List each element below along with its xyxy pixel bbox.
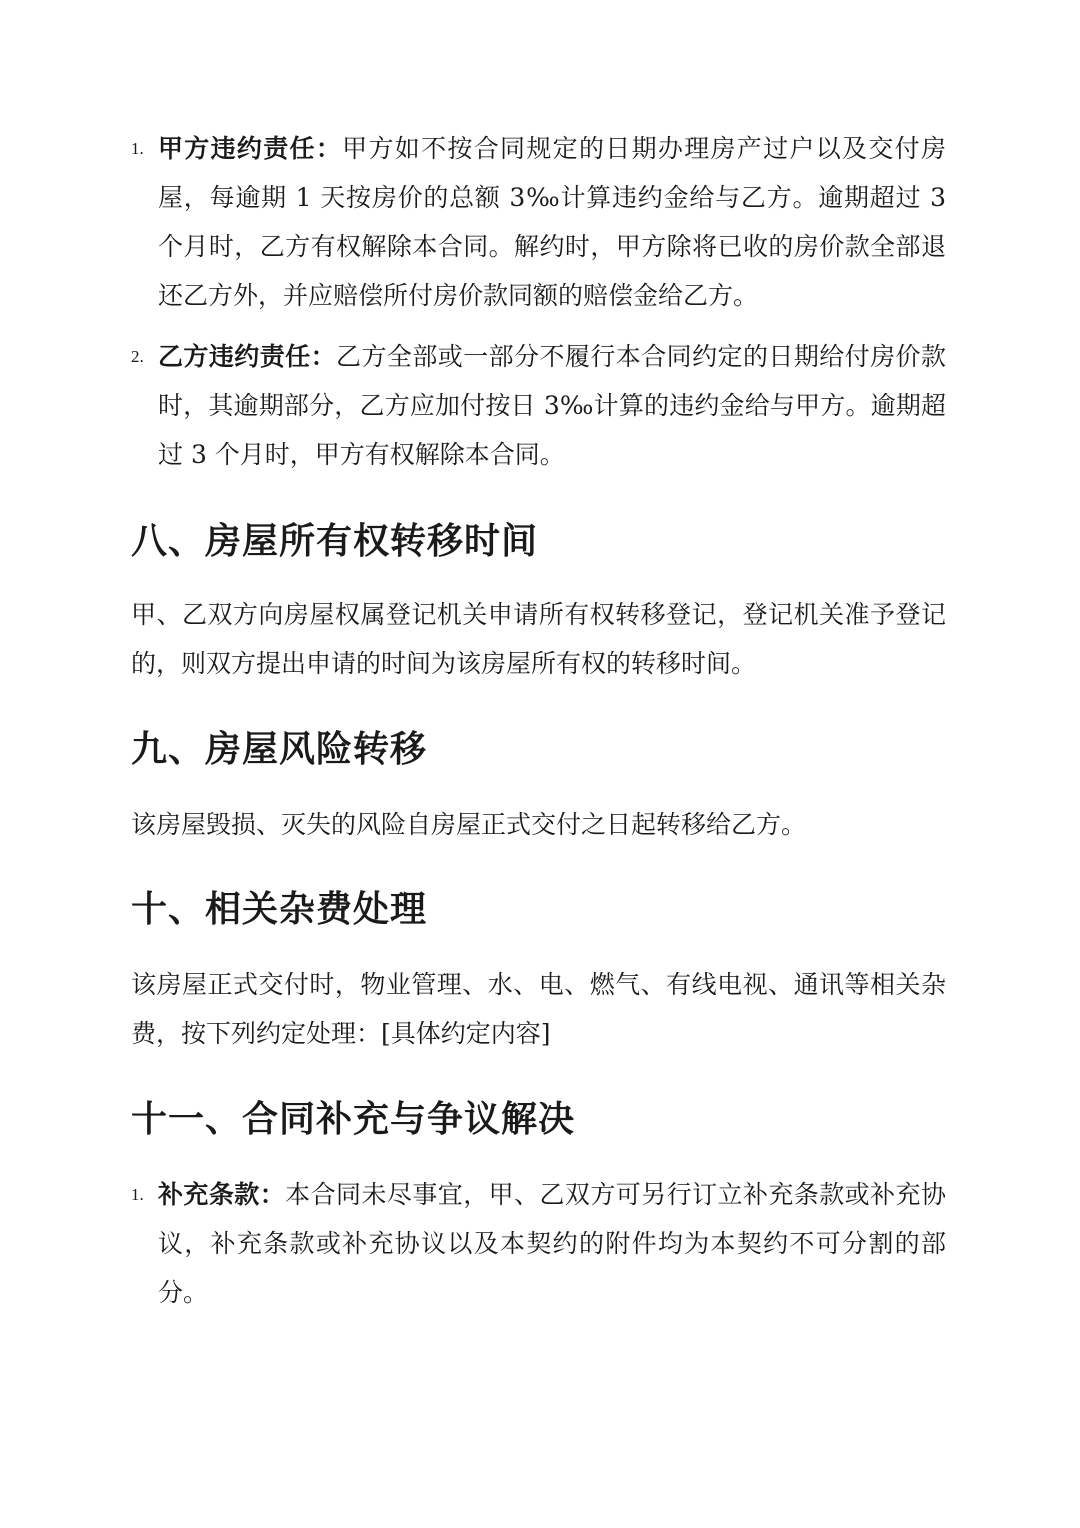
- section-paragraph-risk-transfer: 该房屋毁损、灭失的风险自房屋正式交付之日起转移给乙方。: [131, 810, 807, 839]
- section-heading-ownership-transfer: 八、房屋所有权转移时间: [131, 520, 539, 562]
- list-number: 1.: [131, 139, 144, 158]
- list-item-party-a-liability: [131, 124, 946, 320]
- list-item-text: 本合同未尽事宜，甲、乙双方可另行订立补充条款或补充协议，补充条款或补充协议以及本契约的附件均为本契约不可分割的部分。: [158, 1180, 946, 1307]
- list-number: 1.: [131, 1185, 144, 1204]
- list-item-title: 乙方违约责任：: [158, 342, 337, 371]
- list-item-supplementary-terms: [131, 1170, 946, 1317]
- section-heading-fees: 十、相关杂费处理: [131, 888, 428, 930]
- section-paragraph-fees: 该房屋正式交付时，物业管理、水、电、燃气、有线电视、通讯等相关杂费，按下列约定处理：[具体约定内容]: [131, 970, 946, 1048]
- section-paragraph-ownership-transfer: 甲、乙双方向房屋权属登记机关申请所有权转移登记，登记机关准予登记的，则双方提出申请的时间为该房屋所有权的转移时间。: [131, 600, 946, 678]
- list-item-text: 甲方如不按合同规定的日期办理房产过户以及交付房屋，每逾期 1 天按房价的总额 3‰计算违约金给与乙方。逾期超过 3 个月时，乙方有权解除本合同。解约时，甲方除将已收的房价款全部退还乙方外，并应赔偿所付房价款同额的赔偿金给乙方。: [158, 134, 946, 310]
- section-heading-supplement-dispute: 十一、合同补充与争议解决: [131, 1098, 576, 1140]
- list-item-text: 乙方全部或一部分不履行本合同约定的日期给付房价款时，其逾期部分，乙方应加付按日 3‰计算的违约金给与甲方。逾期超过 3 个月时，甲方有权解除本合同。: [158, 342, 946, 469]
- list-item-title: 甲方违约责任：: [158, 134, 343, 163]
- list-number: 2.: [131, 347, 144, 366]
- section-heading-risk-transfer: 九、房屋风险转移: [131, 728, 428, 770]
- list-item-title: 补充条款：: [158, 1180, 286, 1209]
- list-item-party-b-liability: [131, 332, 946, 479]
